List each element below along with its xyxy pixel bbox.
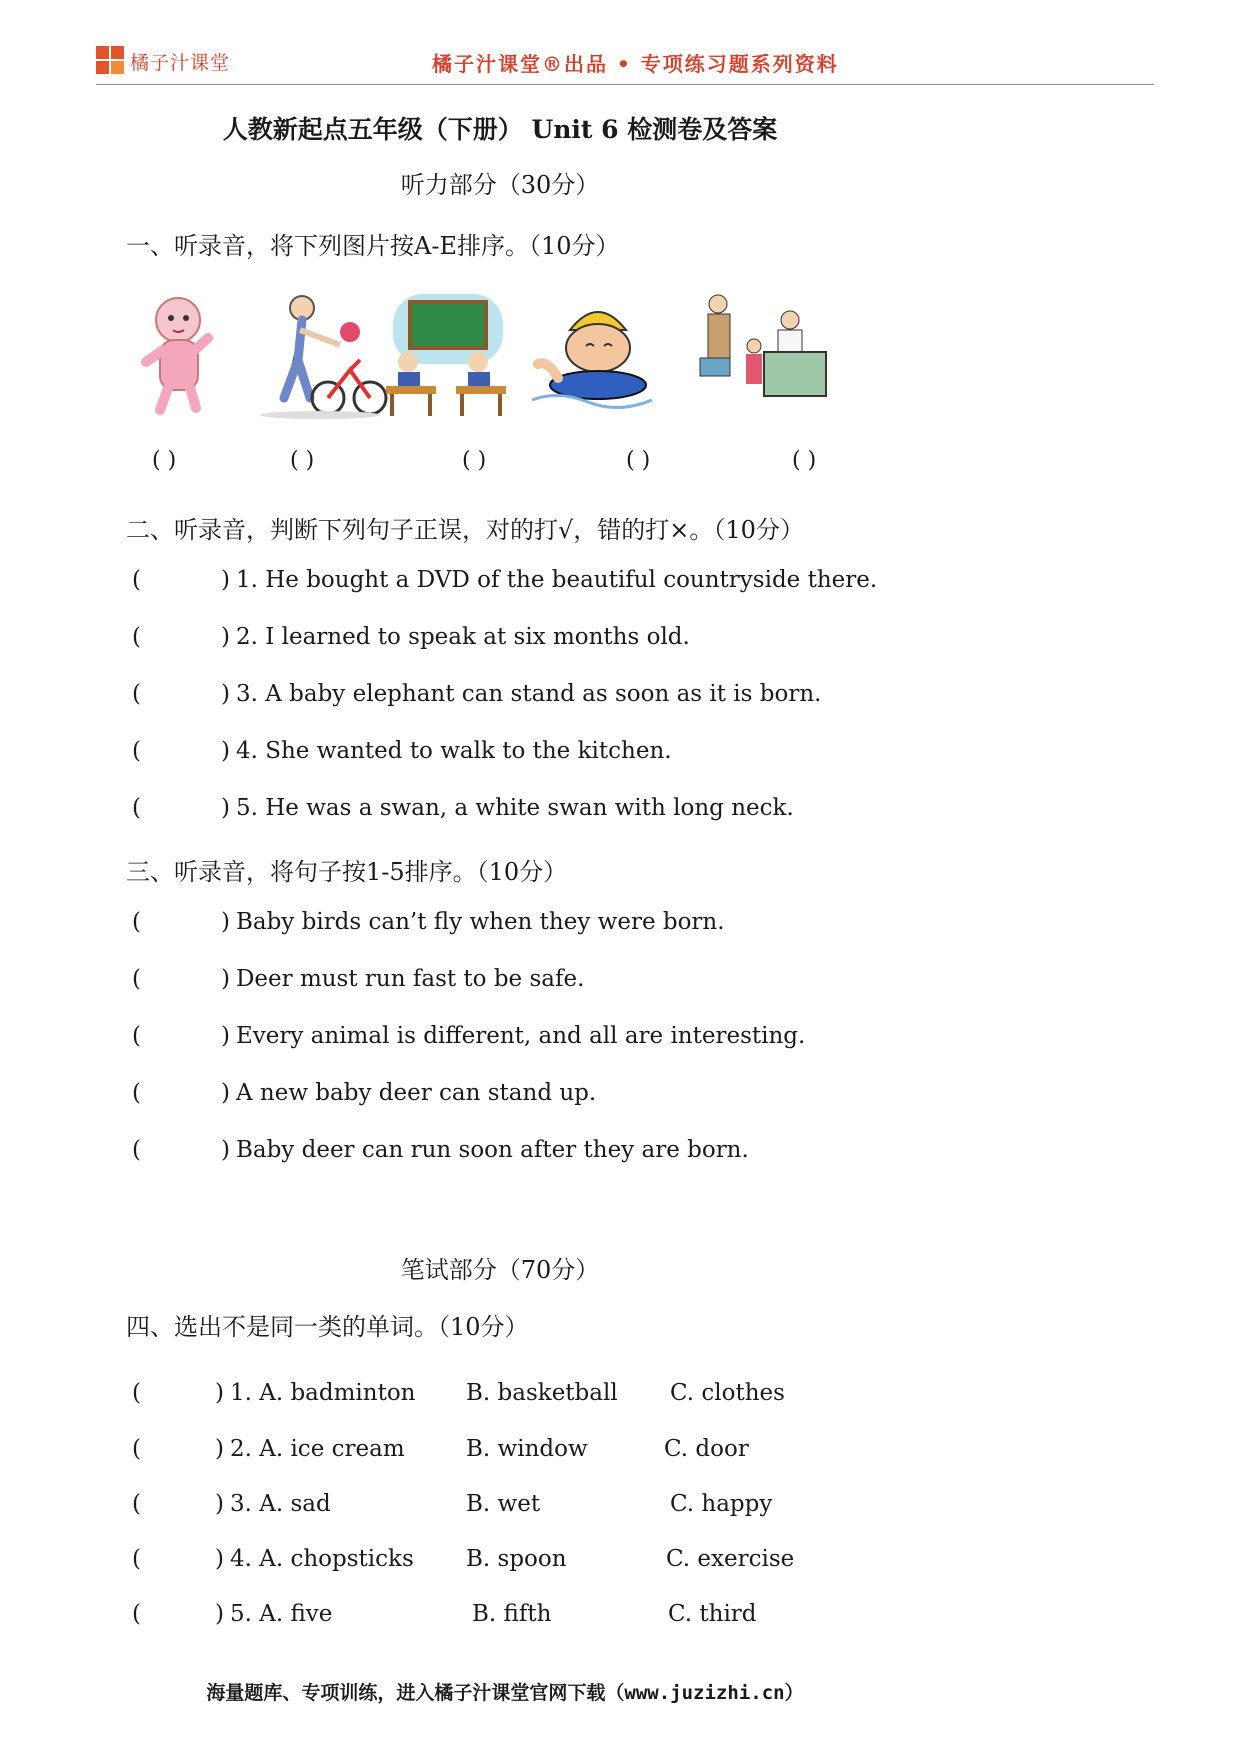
section-4-title: 四、选出不是同一类的单词。（10分） (126, 1313, 529, 1341)
bracket-close: ) (214, 1601, 224, 1627)
list-item (132, 795, 794, 821)
table-row (132, 1491, 331, 1517)
writing-part-heading: 笔试部分（70分） (400, 1256, 600, 1284)
list-item (132, 1080, 596, 1106)
section-2-title: 二、听录音，判断下列句子正误，对的打√，错的打×。（10分） (126, 516, 804, 544)
question-text: A new baby deer can stand up. (235, 1080, 597, 1106)
bracket-close: ) (220, 738, 230, 764)
shop-icon (690, 290, 830, 420)
question-text: 3. A baby elephant can stand as soon as it is born. (235, 681, 822, 707)
bracket-open: ( (132, 1380, 141, 1406)
list-item (132, 681, 821, 707)
bracket-close: ) (220, 909, 230, 935)
bracket-open: ( (132, 1491, 141, 1517)
question-text: 2. I learned to speak at six months old. (235, 624, 690, 650)
bracket-close: ) (220, 1023, 230, 1049)
bracket-open: ( (132, 1080, 141, 1106)
list-item (132, 738, 672, 764)
option-a: 3. A. sad (229, 1491, 331, 1517)
page-header (96, 42, 1154, 85)
logo-text: 橘子汁课堂 (130, 51, 231, 74)
bracket-close: ) (214, 1491, 224, 1517)
option-b: B. window (466, 1436, 588, 1462)
listening-part-heading: 听力部分（30分） (400, 171, 600, 199)
answer-blank-c[interactable]: ( ) (462, 448, 487, 473)
bracket-close: ) (214, 1546, 224, 1572)
question-text: Baby deer can run soon after they are born. (235, 1137, 749, 1163)
question-text: 1. He bought a DVD of the beautiful countryside there. (235, 567, 878, 593)
bracket-open: ( (132, 795, 141, 821)
option-c: C. clothes (670, 1380, 785, 1406)
list-item (132, 966, 584, 992)
logo-icon (96, 46, 126, 76)
table-row (132, 1546, 414, 1572)
option-a: 2. A. ice cream (229, 1436, 405, 1462)
option-c: C. exercise (666, 1546, 795, 1572)
bracket-open: ( (132, 624, 141, 650)
bracket-open: ( (132, 909, 141, 935)
document-title: 人教新起点五年级（下册） Unit 6 检测卷及答案 (222, 115, 778, 144)
bracket-close: ) (214, 1436, 224, 1462)
answer-blank-e[interactable]: ( ) (792, 448, 817, 473)
section-1-title: 一、听录音，将下列图片按A-E排序。（10分） (126, 232, 620, 260)
header-title: 橘子汁课堂®出品 • 专项练习题系列资料 (432, 52, 839, 76)
option-b: B. basketball (466, 1380, 618, 1406)
list-item (132, 567, 877, 593)
question-text: Baby birds can’t fly when they were born. (235, 909, 725, 935)
option-a: 1. A. badminton (229, 1380, 416, 1406)
question-text: Every animal is different, and all are interesting. (235, 1023, 806, 1049)
option-c: C. happy (670, 1491, 773, 1517)
table-row (132, 1601, 332, 1627)
bracket-open: ( (132, 1436, 141, 1462)
bracket-close: ) (220, 567, 230, 593)
list-item (132, 624, 690, 650)
option-a: 4. A. chopsticks (229, 1546, 414, 1572)
option-c: C. third (668, 1601, 757, 1627)
bracket-close: ) (220, 795, 230, 821)
bracket-open: ( (132, 1546, 141, 1572)
bracket-close: ) (214, 1380, 224, 1406)
bracket-close: ) (220, 624, 230, 650)
bracket-close: ) (220, 966, 230, 992)
bracket-open: ( (132, 1137, 141, 1163)
logo (96, 46, 230, 76)
list-item (132, 909, 725, 935)
bracket-close: ) (220, 681, 230, 707)
bracket-close: ) (220, 1137, 230, 1163)
question-text: 5. He was a swan, a white swan with long neck. (235, 795, 794, 821)
bracket-close: ) (220, 1080, 230, 1106)
answer-blank-b[interactable]: ( ) (290, 448, 315, 473)
option-b: B. wet (466, 1491, 541, 1517)
picture-row (138, 290, 898, 420)
list-item (132, 1137, 749, 1163)
bicycle-icon (250, 290, 390, 420)
option-c: C. door (664, 1436, 749, 1462)
question-text: 4. She wanted to walk to the kitchen. (235, 738, 672, 764)
question-text: Deer must run fast to be safe. (235, 966, 585, 992)
option-b: B. spoon (466, 1546, 567, 1572)
bracket-open: ( (132, 966, 141, 992)
table-row (132, 1436, 405, 1462)
option-a: 5. A. five (229, 1601, 333, 1627)
classroom-icon (378, 290, 518, 420)
bracket-open: ( (132, 1023, 141, 1049)
list-item (132, 1023, 805, 1049)
section-3-title: 三、听录音，将句子按1-5排序。（10分） (126, 858, 568, 886)
answer-blank-a[interactable]: ( ) (152, 448, 177, 473)
answer-blank-d[interactable]: ( ) (626, 448, 651, 473)
option-b: B. fifth (472, 1601, 552, 1627)
swimmer-icon (528, 290, 668, 420)
bracket-open: ( (132, 567, 141, 593)
table-row (132, 1380, 416, 1406)
page-footer: 海量题库、专项训练，进入橘子汁课堂官网下载（www.juzizhi.cn） (206, 1682, 804, 1704)
bracket-open: ( (132, 681, 141, 707)
bracket-open: ( (132, 1601, 141, 1627)
bracket-open: ( (132, 738, 141, 764)
